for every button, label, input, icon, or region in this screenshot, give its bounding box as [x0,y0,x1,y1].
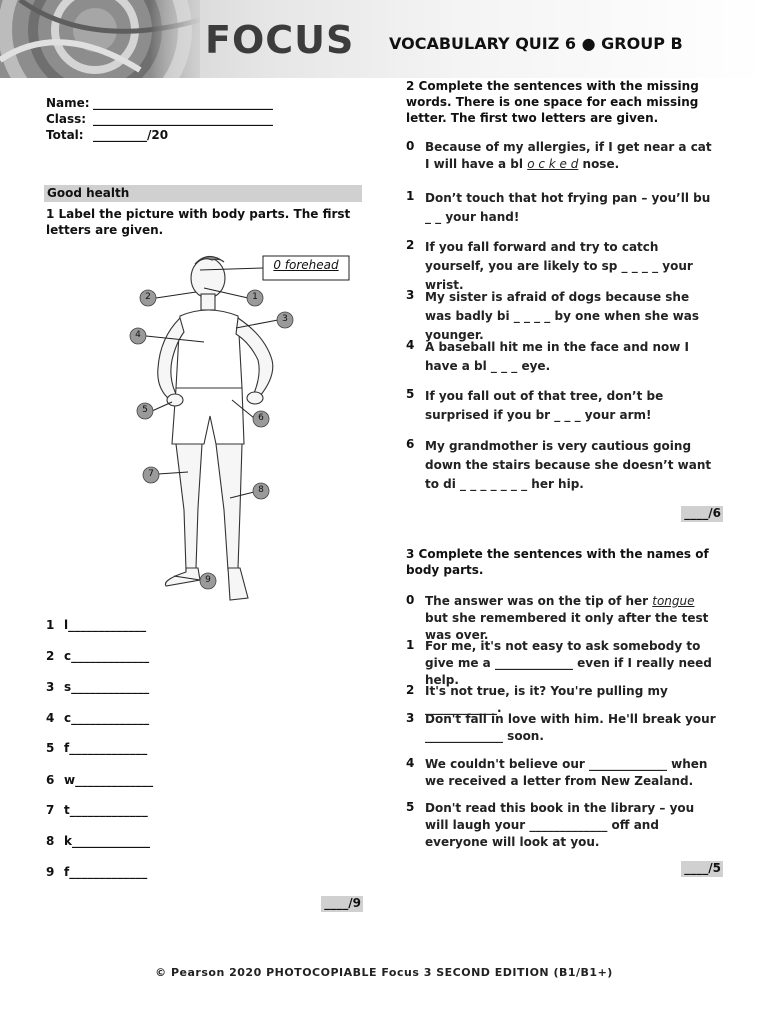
class-field[interactable]: ______________________________ [93,112,273,126]
item-text [425,593,718,644]
example-after: but she remembered it only after the test was over. [425,611,709,642]
answer-number: 2 [46,649,55,663]
answer-number: 5 [46,741,55,755]
quiz-title: VOCABULARY QUIZ 6 ● GROUP B [389,34,683,53]
item-text[interactable]: We couldn't believe our _____________ when we received a letter from New Zealand. [425,757,708,788]
exercise2-example [406,139,718,173]
exercise3-instruction: 3 Complete the sentences with the names of body parts. [406,547,709,577]
exercise2-item-6 [406,437,718,494]
answer-blank[interactable]: w_____________ [64,773,154,787]
item-number: 5 [406,387,415,401]
item-number: 2 [406,238,415,252]
answer-row-9 [46,865,148,879]
exercise2-item-3 [406,288,718,345]
answer-row-6 [46,773,154,787]
answer-blank[interactable]: s_____________ [64,680,150,694]
exercise1-instruction: 1 Label the picture with body parts. The first letters are given. [46,207,351,237]
answer-blank[interactable]: f_____________ [64,865,148,879]
answer-number: 4 [46,711,55,725]
item-text [425,139,718,173]
section-heading: Good health [47,186,130,200]
exercise3-item-3 [406,711,718,745]
total-label: Total: [46,128,84,142]
item-number: 4 [406,338,415,352]
footer-copyright: © Pearson 2020 PHOTOCOPIABLE Focus 3 SECOND EDITION (B1/B1+) [155,966,613,979]
answer-number: 8 [46,834,55,848]
callout-5: 5 [142,405,148,415]
answer-row-2 [46,649,150,663]
total-row [46,128,169,142]
item-text[interactable]: Don't fall in love with him. He'll break your _____________ soon. [425,712,716,743]
exercise3-item-5 [406,800,718,851]
example-answer: o c k e d [527,157,579,171]
item-number: 2 [406,683,415,697]
item-number: 4 [406,756,415,770]
section3-score[interactable]: ____/5 [681,861,723,877]
exercise2-instruction: 2 Complete the sentences with the missing words. There is one space for each missing letter. The first two letters are given. [406,79,699,125]
answer-row-4 [46,711,150,725]
answer-blank[interactable]: l_____________ [64,618,147,632]
item-text[interactable]: A baseball hit me in the face and now I have a bl _ _ _ eye. [425,340,690,373]
callout-4: 4 [135,330,141,340]
answer-row-3 [46,680,150,694]
answer-row-7 [46,803,148,817]
exercise2-item-2 [406,238,718,295]
answer-number: 7 [46,803,55,817]
name-row [46,96,273,110]
example-label: 0 forehead [273,258,339,272]
name-field[interactable]: ______________________________ [93,96,273,110]
callout-1: 1 [252,292,258,302]
answer-blank[interactable]: c_____________ [64,649,150,663]
callout-6: 6 [258,413,264,423]
total-field[interactable]: _________/20 [93,128,169,142]
example-after: nose. [578,157,620,171]
example-answer: tongue [652,594,695,608]
callout-8: 8 [258,485,264,495]
answer-row-5 [46,741,148,755]
item-text[interactable]: My sister is afraid of dogs because she was badly bi _ _ _ _ by one when she was younger. [425,290,699,342]
item-text[interactable]: Don't read this book in the library – you will laugh your _____________ off and everyone will look at you. [425,801,695,849]
callout-9: 9 [205,575,211,585]
logo-swirl-graphic [0,0,200,78]
item-text[interactable]: If you fall forward and try to catch yourself, you are likely to sp _ _ _ _ your wrist. [425,240,693,292]
answer-row-1 [46,618,147,632]
item-text[interactable]: If you fall out of that tree, don’t be surprised if you br _ _ _ your arm! [425,389,664,422]
callout-3: 3 [282,314,288,324]
exercise2-item-1 [406,189,718,227]
callout-7: 7 [148,469,154,479]
example-before: Because of my allergies, if I get near a cat I will have a bl [425,140,712,171]
item-number: 3 [406,288,415,302]
answer-row-8 [46,834,150,848]
item-number: 3 [406,711,415,725]
example-before: The answer was on the tip of her [425,594,653,608]
section2-score[interactable]: ____/6 [681,506,723,522]
exercise2-item-5 [406,387,718,425]
exercise3-example [406,593,718,644]
name-label: Name: [46,96,90,110]
answer-blank[interactable]: f_____________ [64,741,148,755]
callout-2: 2 [145,292,151,302]
exercise3-item-1 [406,638,718,689]
class-label: Class: [46,112,87,126]
item-number: 0 [406,139,415,153]
answer-blank[interactable]: t_____________ [64,803,148,817]
section1-score[interactable]: ____/9 [321,896,363,912]
exercise2-item-4 [406,338,718,376]
section-heading-bar [44,185,362,202]
item-text[interactable]: Don’t touch that hot frying pan – you’ll bu _ _ your hand! [425,191,711,224]
item-number: 1 [406,189,415,203]
exercise3-item-4 [406,756,718,790]
item-number: 0 [406,593,415,607]
class-row [46,112,273,126]
answer-number: 3 [46,680,55,694]
body-figure [120,248,360,608]
item-number: 5 [406,800,415,814]
answer-blank[interactable]: c_____________ [64,711,150,725]
item-text[interactable]: My grandmother is very cautious going down the stairs because she doesn’t want to di _ _ _ _ _ _ _ her hip. [425,439,712,491]
item-text[interactable]: It's not true, is it? You're pulling my ____________. [425,684,668,715]
item-text[interactable]: For me, it's not easy to ask somebody to give me a _____________ even if I really need help. [425,639,712,687]
answer-blank[interactable]: k_____________ [64,834,150,848]
answer-number: 9 [46,865,55,879]
item-number: 6 [406,437,415,451]
item-number: 1 [406,638,415,652]
answer-number: 6 [46,773,55,787]
brand-logo-text: FOCUS [205,18,355,62]
answer-number: 1 [46,618,55,632]
